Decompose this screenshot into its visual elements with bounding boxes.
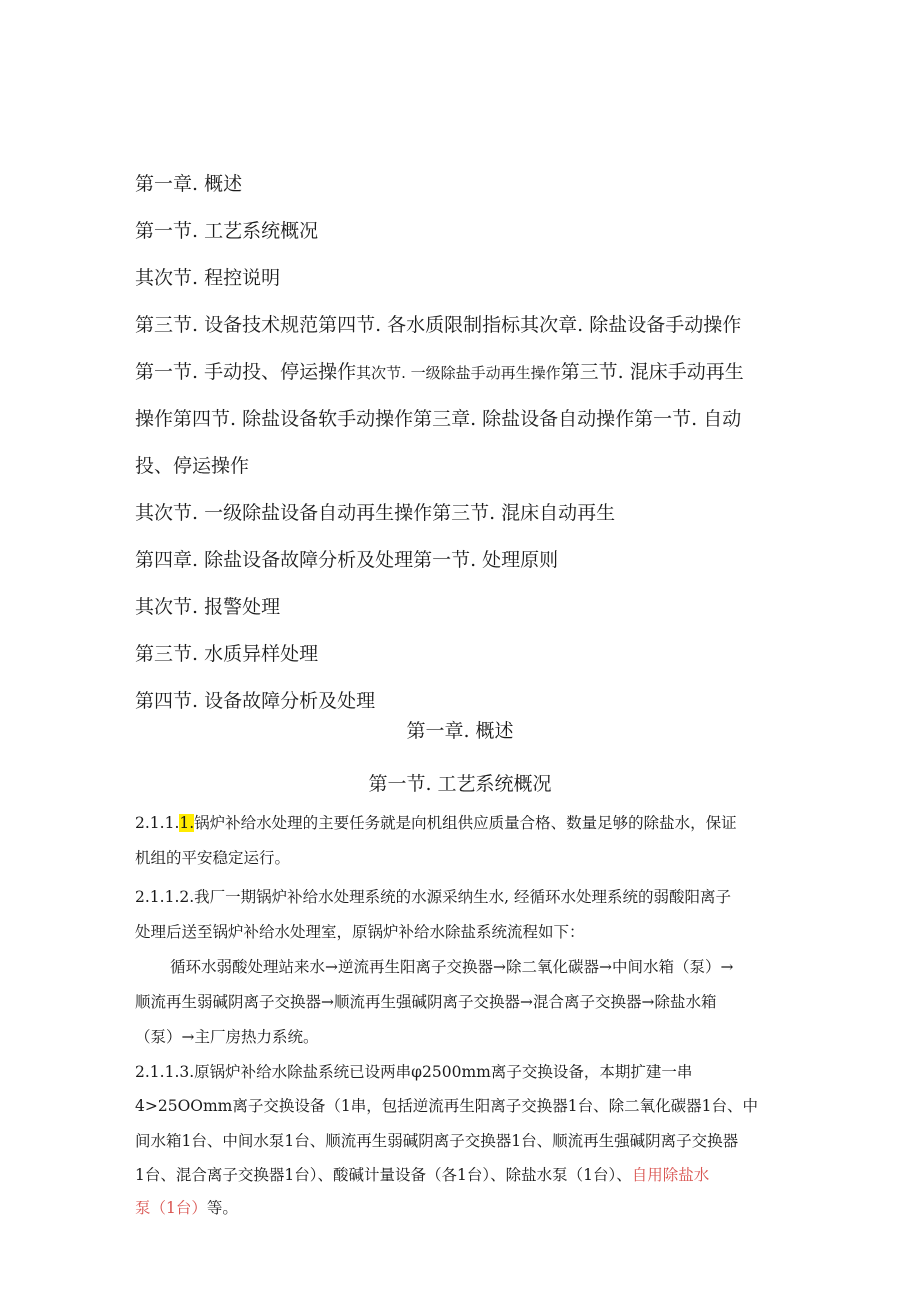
chapter-title: 第一章. 概述 [406,720,514,742]
paragraph-3-line-4-text: 1台、混合离子交换器1台）、酸碱计量设备（各1台）、除盐水泵（1台）、 [135,1166,632,1184]
paragraph-3-line-2: 4>25OOmm离子交换设备（1串，包括逆流再生阳离子交换器1台、除二氧化碳器1台、中 [135,1097,758,1115]
red-text-self-use: 自用除盐水 [631,1166,710,1184]
toc-line-12: 第四节. 设备故障分析及处理 [135,690,376,712]
paragraph-1-line-2: 机组的平安稳定运行。 [135,849,291,867]
section-title: 第一节. 工艺系统概况 [368,773,552,795]
toc-section-2: 其次节. 程控说明 [135,267,281,289]
paragraph-3-line-1: 2.1.1.3.原锅炉补给水除盐系统已设两串φ2500mm离子交换设备，本期扩建一串 [135,1063,693,1081]
red-text-pump: 泵（1台） [135,1199,207,1217]
toc-line-11: 第三节. 水质异样处理 [135,643,319,665]
toc-line-5-part-a: 第一节. 手动投、停运操作 [135,361,357,383]
toc-line-10: 其次节. 报警处理 [135,596,281,618]
flow-line-2: 顺流再生弱碱阴离子交换器→顺流再生强碱阴离子交换器→混合离子交换器→除盐水箱 [135,993,717,1011]
toc-section-1: 第一节. 工艺系统概况 [135,220,319,242]
paragraph-3-line-3: 间水箱1台、中间水泵1台、顺流再生弱碱阴离子交换器1台、顺流再生强碱阴离子交换器 [135,1132,739,1150]
paragraph-3-line-4 [135,1162,709,1188]
toc-line-8: 其次节. 一级除盐设备自动再生操作第三节. 混床自动再生 [135,502,616,524]
toc-line-5-part-c: 第三节. 混床手动再生 [560,361,744,383]
paragraph-1-line-1 [135,810,737,836]
paragraph-2-line-1: 2.1.1.2.我厂一期锅炉补给水处理系统的水源采纳生水, 经循环水处理系统的弱酸阳离子 [135,888,732,906]
flow-line-3: （泵）→主厂房热力系统。 [135,1028,319,1046]
highlighted-number: 1. [179,814,195,832]
paragraph-1-number: 2.1.1. [135,814,180,832]
paragraph-2-line-2: 处理后送至锅炉补给水处理室，原锅炉补给水除盐系统流程如下： [135,923,585,941]
toc-line-6: 操作第四节. 除盐设备软手动操作第三章. 除盐设备自动操作第一节. 自动 [135,408,742,430]
toc-line-4: 第三节. 设备技术规范第四节. 各水质限制指标其次章. 除盐设备手动操作 [135,314,742,336]
paragraph-1-text: 锅炉补给水处理的主要任务就是向机组供应质量合格、数量足够的除盐水，保证 [194,814,737,832]
flow-line-1: 循环水弱酸处理站来水→逆流再生阳离子交换器→除二氧化碳器→中间水箱（泵）→ [170,958,734,976]
toc-chapter-1: 第一章. 概述 [135,173,243,195]
toc-line-9: 第四章. 除盐设备故障分析及处理第一节. 处理原则 [135,549,559,571]
toc-line-5-part-b: 其次节. 一级除盐手动再生操作 [356,364,561,382]
paragraph-3-line-5 [135,1195,238,1221]
paragraph-3-ending: 等。 [206,1199,238,1217]
toc-line-7: 投、停运操作 [135,455,250,477]
toc-line-5 [135,360,744,385]
